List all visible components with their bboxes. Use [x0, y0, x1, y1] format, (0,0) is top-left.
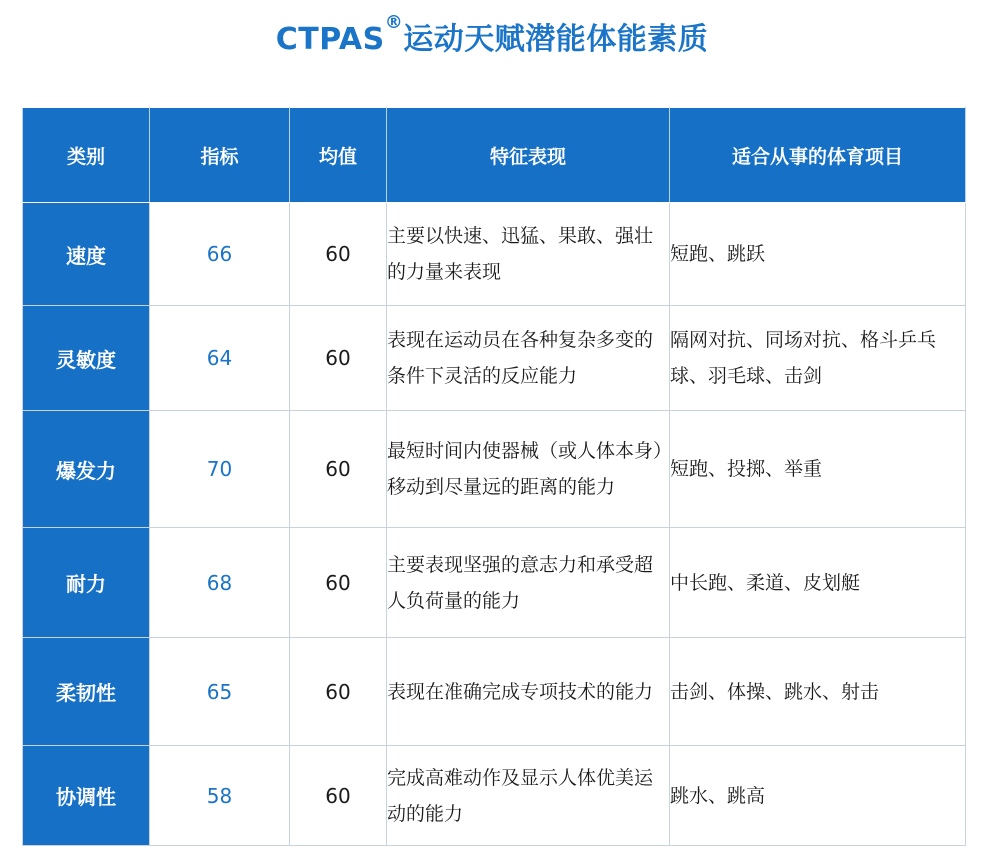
feature-cell: 最短时间内使器械（或人体本身）移动到尽量远的距离的能力 [387, 411, 670, 528]
average-cell: 60 [290, 306, 387, 411]
table-header-row [23, 108, 966, 203]
sports-cell: 击剑、体操、跳水、射击 [670, 638, 966, 746]
title-rest: 运动天赋潜能体能素质 [403, 22, 709, 57]
index-cell: 64 [150, 306, 290, 411]
table-row [23, 746, 966, 846]
average-cell: 60 [290, 411, 387, 528]
header-category: 类别 [23, 108, 150, 203]
header-feature: 特征表现 [387, 108, 670, 203]
feature-cell: 表现在准确完成专项技术的能力 [387, 638, 670, 746]
index-cell: 66 [150, 203, 290, 306]
category-cell: 爆发力 [23, 411, 150, 528]
sports-cell: 中长跑、柔道、皮划艇 [670, 528, 966, 638]
title-main: CTPAS [275, 22, 385, 57]
category-cell: 协调性 [23, 746, 150, 846]
sports-cell: 短跑、跳跃 [670, 203, 966, 306]
feature-cell: 主要以快速、迅猛、果敢、强壮的力量来表现 [387, 203, 670, 306]
category-cell: 灵敏度 [23, 306, 150, 411]
header-average: 均值 [290, 108, 387, 203]
average-cell: 60 [290, 746, 387, 846]
table-row [23, 203, 966, 306]
table-row [23, 411, 966, 528]
feature-cell: 完成高难动作及显示人体优美运动的能力 [387, 746, 670, 846]
sports-cell: 跳水、跳高 [670, 746, 966, 846]
category-cell: 柔韧性 [23, 638, 150, 746]
header-index: 指标 [150, 108, 290, 203]
index-cell: 65 [150, 638, 290, 746]
header-sports: 适合从事的体育项目 [670, 108, 966, 203]
talent-table [22, 107, 966, 846]
average-cell: 60 [290, 203, 387, 306]
sports-cell: 隔网对抗、同场对抗、格斗乒乓球、羽毛球、击剑 [670, 306, 966, 411]
feature-cell: 表现在运动员在各种复杂多变的条件下灵活的反应能力 [387, 306, 670, 411]
index-cell: 68 [150, 528, 290, 638]
category-cell: 速度 [23, 203, 150, 306]
feature-cell: 主要表现坚强的意志力和承受超人负荷量的能力 [387, 528, 670, 638]
index-cell: 70 [150, 411, 290, 528]
sports-cell: 短跑、投掷、举重 [670, 411, 966, 528]
average-cell: 60 [290, 638, 387, 746]
page-title [0, 14, 984, 58]
table-row [23, 306, 966, 411]
registered-mark: ® [384, 12, 404, 33]
average-cell: 60 [290, 528, 387, 638]
table-row [23, 528, 966, 638]
table-row [23, 638, 966, 746]
index-cell: 58 [150, 746, 290, 846]
category-cell: 耐力 [23, 528, 150, 638]
